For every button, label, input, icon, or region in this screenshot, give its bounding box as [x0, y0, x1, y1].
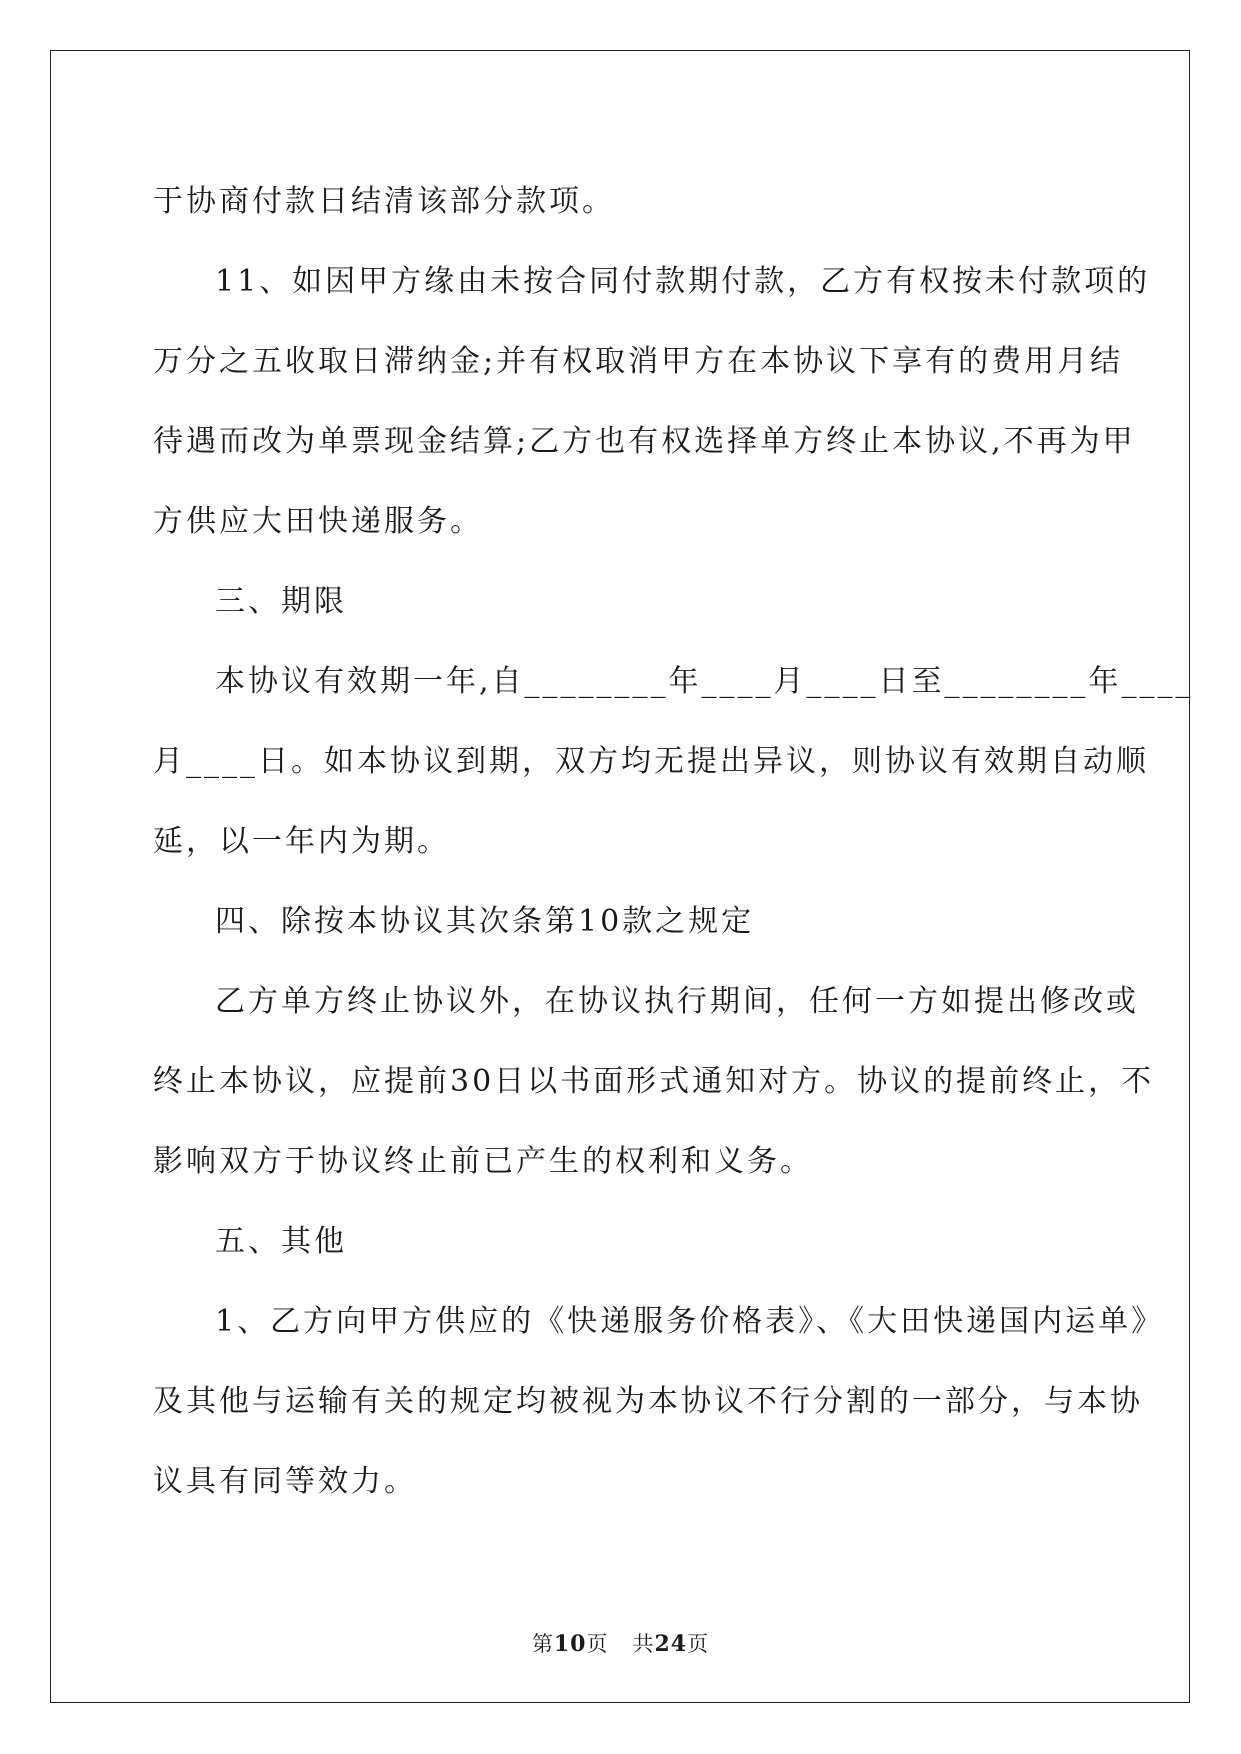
text-line: 万分之五收取日滞纳金;并有权取消甲方在本协议下享有的费用月结 [153, 344, 1124, 379]
total-suffix: 页 [687, 1632, 710, 1656]
page-total: 24 [654, 1631, 688, 1657]
section-heading: 四、除按本协议其次条第10款之规定 [215, 904, 755, 939]
text-line: 月____日。如本协议到期，双方均无提出异议，则协议有效期自动顺 [153, 744, 1149, 779]
page-prefix: 第 [531, 1632, 554, 1656]
page-current: 10 [553, 1631, 587, 1657]
section-heading: 三、期限 [215, 584, 347, 619]
text-line: 方供应大田快递服务。 [153, 504, 483, 539]
document-body [153, 162, 1194, 1522]
section-heading: 五、其他 [215, 1224, 347, 1259]
text-line: 于协商付款日结清该部分款项。 [153, 184, 615, 219]
text-line: 11、如因甲方缘由未按合同付款期付款，乙方有权按未付款项的 [215, 264, 1151, 299]
text-line: 乙方单方终止协议外，在协议执行期间，任何一方如提出修改或 [215, 984, 1139, 1019]
document-text [153, 162, 1194, 1522]
text-line: 议具有同等效力。 [153, 1464, 417, 1499]
text-line: 本协议有效期一年,自________年____月____日至________年____ [215, 664, 1194, 699]
text-line: 延，以一年内为期。 [153, 824, 450, 859]
text-line: 影响双方于协议终止前已产生的权利和义务。 [153, 1144, 813, 1179]
total-prefix: 共 [632, 1632, 655, 1656]
text-line: 1、乙方向甲方供应的《快递服务价格表》、《大田快递国内运单》 [215, 1304, 1165, 1339]
text-line: 终止本协议，应提前30日以书面形式通知对方。协议的提前终止，不 [153, 1064, 1155, 1099]
page-footer [0, 1628, 1241, 1658]
page-suffix: 页 [586, 1632, 609, 1656]
text-line: 待遇而改为单票现金结算;乙方也有权选择单方终止本协议,不再为甲 [153, 424, 1136, 459]
text-line: 及其他与运输有关的规定均被视为本协议不行分割的一部分，与本协 [153, 1384, 1143, 1419]
